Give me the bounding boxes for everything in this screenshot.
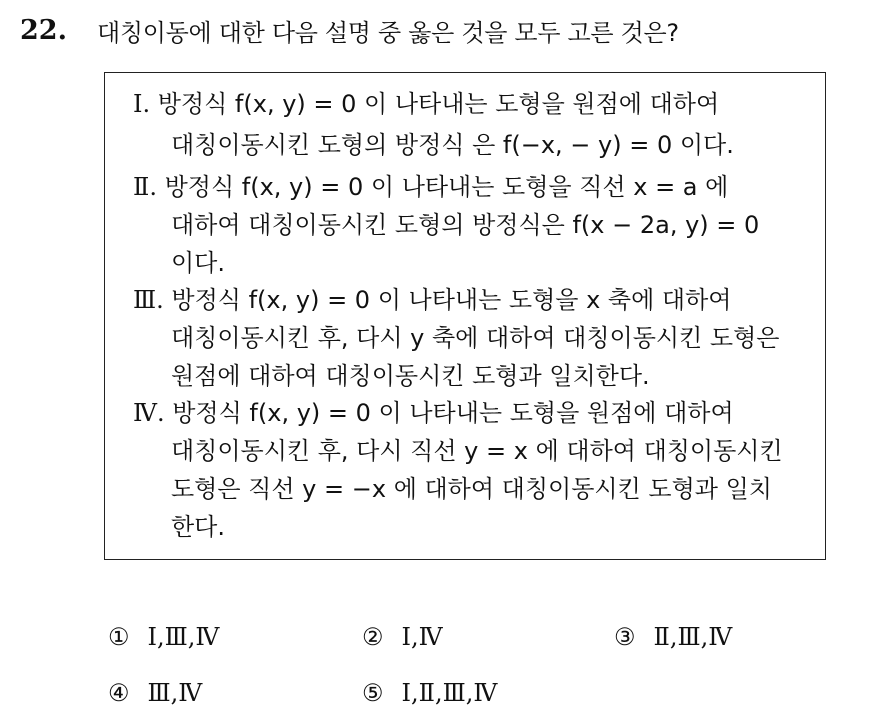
choice-label: Ⅲ,Ⅳ [147, 679, 203, 707]
choice-number: ④ [108, 679, 130, 707]
statement-line: 방정식 f(x, y) = 0 이 나타내는 도형을 직선 x = a 에 [164, 173, 729, 201]
statement-line: 도형은 직선 y = −x 에 대하여 대칭이동시킨 도형과 일치 [171, 475, 772, 503]
choice-4[interactable] [108, 676, 202, 710]
choice-number: ② [362, 623, 384, 651]
choice-label: Ⅰ,Ⅲ,Ⅳ [147, 623, 220, 651]
choice-3[interactable] [614, 620, 732, 654]
choice-5[interactable] [362, 676, 497, 710]
choice-1[interactable] [108, 620, 219, 654]
statement-line: 방정식 f(x, y) = 0 이 나타내는 도형을 x 축에 대하여 [171, 286, 732, 314]
choice-number: ⑤ [362, 679, 384, 707]
question-header [20, 10, 679, 50]
statement-line: 원점에 대하여 대칭이동시킨 도형과 일치한다. [171, 362, 650, 390]
choice-2[interactable] [362, 620, 443, 654]
statement-line: 대하여 대칭이동시킨 도형의 방정식은 f(x − 2a, y) = 0 [171, 211, 760, 239]
question-number: 22. [20, 14, 67, 46]
statement-marker: Ⅰ. [133, 90, 151, 118]
statement-marker: Ⅲ. [133, 286, 164, 314]
statement-line: 대칭이동시킨 후, 다시 직선 y = x 에 대하여 대칭이동시킨 [171, 437, 783, 465]
choice-number: ③ [614, 623, 636, 651]
statement-line: 방정식 f(x, y) = 0 이 나타내는 도형을 원점에 대하여 [172, 399, 734, 427]
choice-label: Ⅰ,Ⅱ,Ⅲ,Ⅳ [401, 679, 498, 707]
statement-line: 대칭이동시킨 도형의 방정식 은 f(−x, − y) = 0 이다. [171, 131, 734, 159]
choice-label: Ⅰ,Ⅳ [401, 623, 443, 651]
statement-line: 대칭이동시킨 후, 다시 y 축에 대하여 대칭이동시킨 도형은 [171, 324, 780, 352]
statement-line: 이다. [171, 249, 225, 277]
choice-number: ① [108, 623, 130, 651]
statement-marker: Ⅳ. [133, 399, 165, 427]
statement-marker: Ⅱ. [133, 173, 157, 201]
statement-line: 한다. [171, 513, 225, 541]
statement-box [104, 72, 826, 560]
choice-label: Ⅱ,Ⅲ,Ⅳ [653, 623, 733, 651]
statement-line: 방정식 f(x, y) = 0 이 나타내는 도형을 원점에 대하여 [157, 90, 720, 118]
question-text: 대칭이동에 대한 다음 설명 중 옳은 것을 모두 고른 것은? [96, 18, 679, 47]
